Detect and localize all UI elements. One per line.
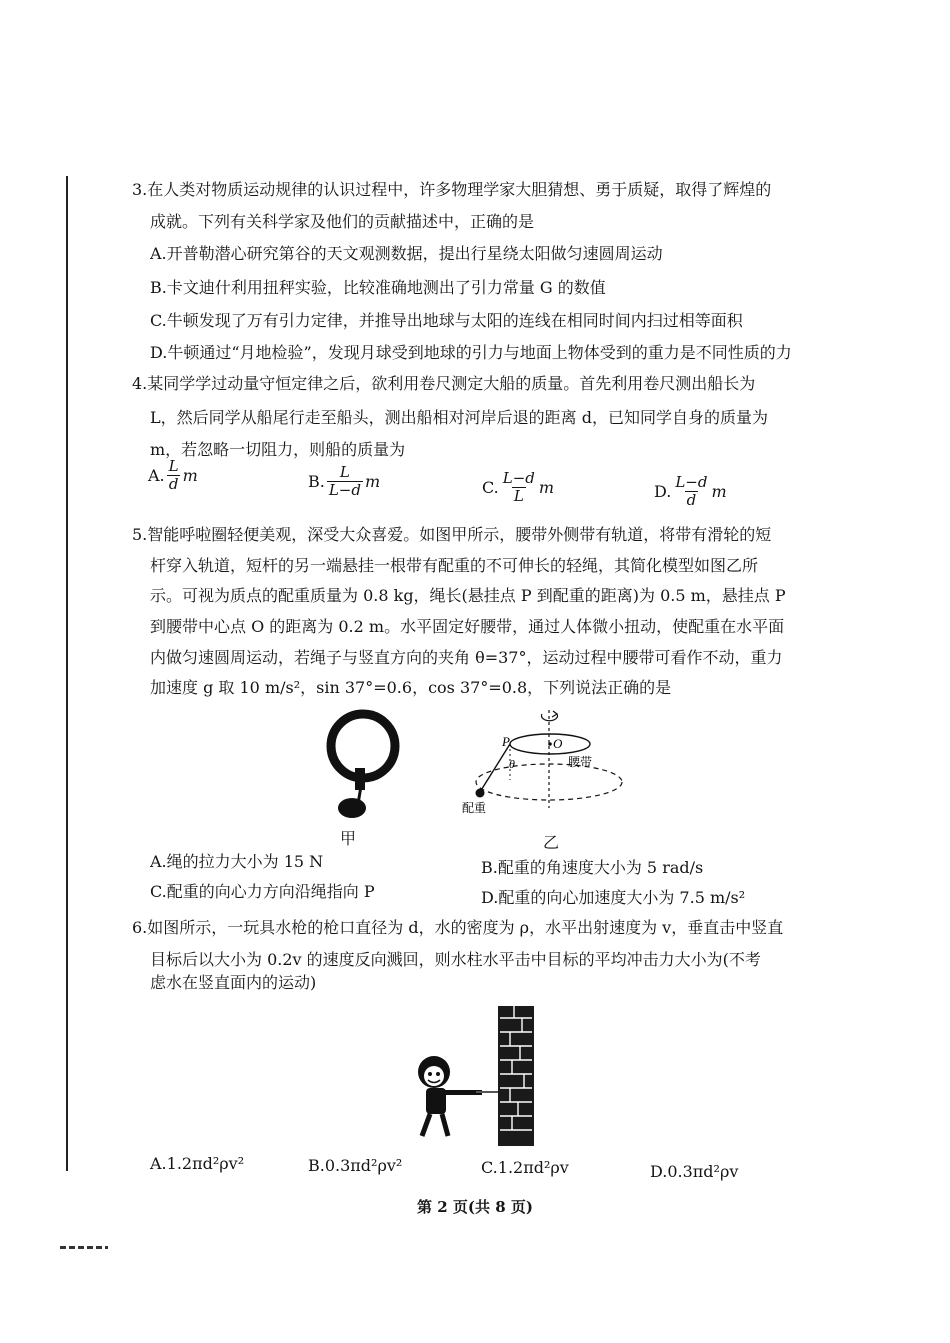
water-gun-figure: [414, 1006, 544, 1146]
q5-stem-line5: 内做匀速圆周运动，若绳子与竖直方向的夹角 θ=37°，运动过程中腰带可看作不动，重力: [150, 648, 783, 667]
point-p-label: P: [502, 734, 510, 749]
figure-yi-label: 乙: [543, 833, 560, 852]
q4-option-c: C. $\frac{L-d}{L}$ m: [482, 469, 555, 505]
q6-stem-line1: 6.如图所示，一玩具水枪的枪口直径为 d，水的密度为 ρ，水平出射速度为 v，垂直击中竖直: [132, 918, 784, 937]
q4-stem-line2: L，然后同学从船尾行走至船头，测出船相对河岸后退的距离 d，已知同学自身的质量为: [150, 408, 768, 427]
page-number-footer: 第 2 页(共 8 页): [417, 1198, 533, 1216]
scan-artifact: [60, 1246, 108, 1249]
q6-option-d: D.0.3πd²ρv: [650, 1162, 739, 1181]
q6-option-b: B.0.3πd²ρv²: [308, 1156, 403, 1175]
angle-theta-label: θ: [509, 757, 515, 771]
weight-label: 配重: [462, 801, 487, 815]
q4-option-a: A. $\frac{L}{d}$ m: [148, 457, 198, 493]
q3-option-a: A.开普勒潜心研究第谷的天文观测数据，提出行星绕太阳做匀速圆周运动: [150, 244, 663, 263]
point-o-label: O: [553, 736, 563, 751]
scan-margin-line: [66, 176, 68, 1171]
q5-stem-line6: 加速度 g 取 10 m/s²，sin 37°=0.6，cos 37°=0.8，下列说法正确的是: [150, 678, 672, 697]
q4-stem-line3: m，若忽略一切阻力，则船的质量为: [150, 440, 406, 459]
q5-option-a: A.绳的拉力大小为 15 N: [150, 852, 324, 871]
hula-hoop-figure: [325, 708, 425, 828]
q5-stem-line2: 杆穿入轨道，短杆的另一端悬挂一根带有配重的不可伸长的轻绳，其简化模型如图乙所: [150, 556, 759, 575]
hoop-model-figure: [460, 708, 640, 828]
q3-option-d: D.牛顿通过“月地检验”，发现月球受到地球的引力与地面上物体受到的重力是不同性质的力: [150, 343, 792, 362]
q4-option-d: D. $\frac{L-d}{d}$ m: [654, 473, 727, 509]
q6-stem-line2: 目标后以大小为 0.2v 的速度反向溅回，则水柱水平击中目标的平均冲击力大小为(不考: [150, 950, 761, 969]
q6-stem-line3: 虑水在竖直面内的运动): [150, 973, 317, 992]
q4-option-b: B. $\frac{L}{L-d}$ m: [308, 463, 381, 499]
q3-stem-line1: 3.在人类对物质运动规律的认识过程中，许多物理学家大胆猜想、勇于质疑，取得了辉煌的: [132, 180, 772, 199]
q5-option-d: D.配重的向心加速度大小为 7.5 m/s²: [481, 888, 746, 907]
figure-jia-label: 甲: [340, 829, 357, 848]
q5-stem-line4: 到腰带中心点 O 的距离为 0.2 m。水平固定好腰带，通过人体微小扭动，使配重在水平面: [150, 617, 785, 636]
q5-option-b: B.配重的角速度大小为 5 rad/s: [481, 858, 704, 877]
q4-stem-line1: 4.某同学学过动量守恒定律之后，欲利用卷尺测定大船的质量。首先利用卷尺测出船长为: [132, 374, 756, 393]
q5-stem-line1: 5.智能呼啦圈轻便美观，深受大众喜爱。如图甲所示，腰带外侧带有轨道，将带有滑轮的短: [132, 525, 772, 544]
q3-option-b: B.卡文迪什利用扭秤实验，比较准确地测出了引力常量 G 的数值: [150, 278, 606, 297]
q5-stem-line3: 示。可视为质点的配重质量为 0.8 kg，绳长(悬挂点 P 到配重的距离)为 0.5 m，悬挂点 P: [150, 586, 786, 605]
q6-option-c: C.1.2πd²ρv: [481, 1158, 569, 1177]
q6-option-a: A.1.2πd²ρv²: [150, 1154, 245, 1173]
q3-option-c: C.牛顿发现了万有引力定律，并推导出地球与太阳的连线在相同时间内扫过相等面积: [150, 311, 743, 330]
q5-option-c: C.配重的向心力方向沿绳指向 P: [150, 882, 375, 901]
q3-stem-line2: 成就。下列有关科学家及他们的贡献描述中，正确的是: [150, 212, 535, 231]
belt-label: 腰带: [568, 755, 593, 769]
